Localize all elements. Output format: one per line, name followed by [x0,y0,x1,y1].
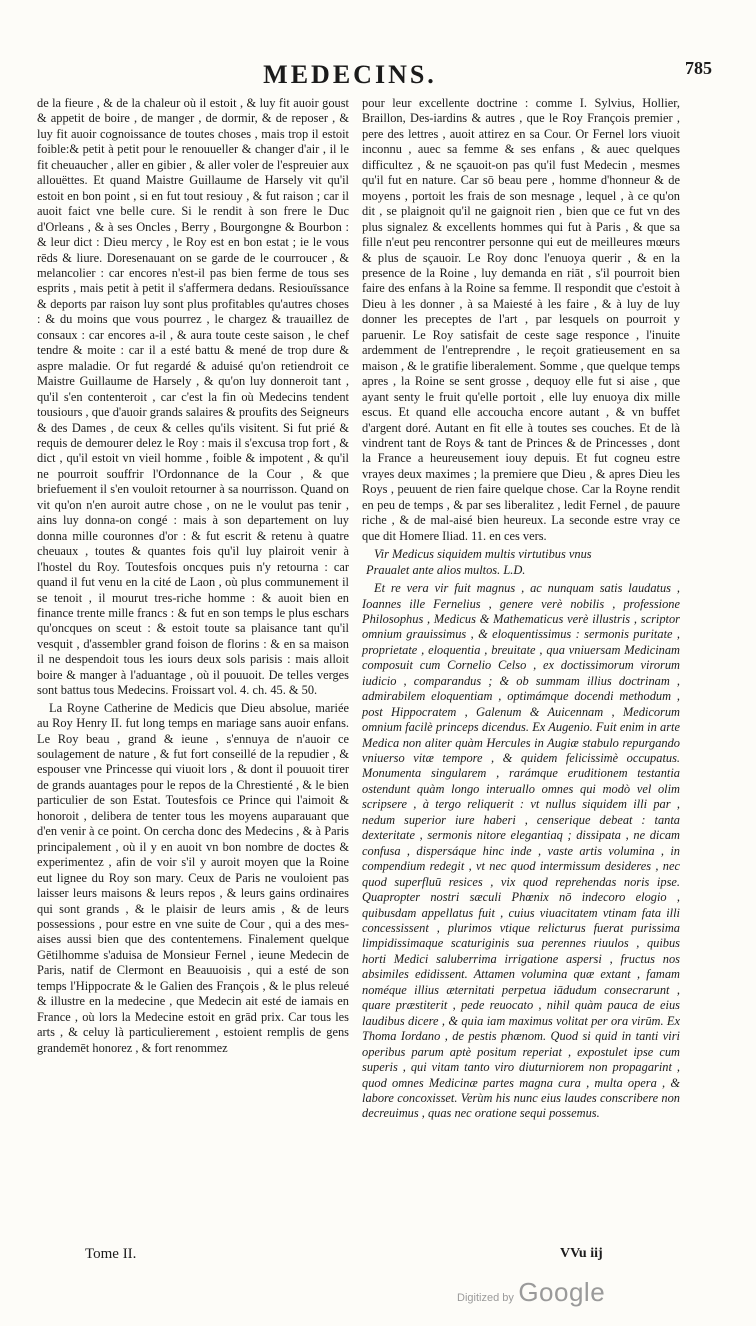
watermark-brand: Google [518,1277,606,1307]
footer-tome: Tome II. [85,1246,137,1262]
signature-mark: VVu iij [560,1246,603,1261]
right-paragraph-1: pour leur excellente doctrine : comme I. Sylvius, Hollier, Braillon, Des-iardins & autres , que le Roy François premier , pere des lettres , auoit attirez en sa Cour. Or Fernel lors viuoit inconnu , auec sa femme & ses enfans , & auec quelques difficultez , & ne sçauoit-on pas qu'il fust Medecin , mesmes qu'il fut en nature. Car sō beau pere , homme d'honneur & de moyens , portoit les frais de son mesnage , lequel , à ce qu'on dit , se plaignoit qu'il ne gaignoit rien , bien que ce fut vn des plus signalez & excellents hommes qui fut à Paris , & que sa fille n'eut peu rencontrer personne qui eut de meilleures mœurs & plus de sçauoir. Le Roy donc l'enuoya querir , & en la presence de la Roine , luy demanda en riāt , s'il pourroit bien faire des enfans à la Roine sa femme. Il respondit que c'estoit à Dieu à les donner , à sa Maiesté à les faire , & à luy de luy donner les preceptes de l'art , par lesquels on pourroit y paruenir. Le Roy satisfait de ceste sage responce , l'inuite ardemment de l'entreprendre , le reçoit gratieusement en sa maison , & le gratifie liberalement. Somme , que quelque temps apres , la Roine se sent grosse , dequoy elle fut si aise , que ayant senty le fruit qu'elle portoit , elle luy enuoya dix mille escus. Et quand elle accoucha encore autant , & vn buffet d'argent doré. Autant en fit elle à toutes ses couches. Et de là vindrent tant de Roys & tant de Princes & de Princesses , dont la France a heureusement iouy depuis. Et fut cogneu estre vrayes deux maximes ; la premiere que Dieu , & apres Dieu les Roys , peuuent de rien faire quelque chose. Car la Royne rendit en peu de temps , & par ses liberalitez , ledit Fernel , de pauure riche , & de mal-aisé bien heureux. La seconde estre vray ce que dit Homere Iliad. 11. en ces vers. [362,96,680,543]
verse-line-2: Praualet ante alios multos. L.D. [366,562,526,577]
left-paragraph-1: de la fieure , & de la chaleur où il estoit , & luy fit auoir goust & appetit de boire , de manger , de dormir, & de reposer , & luy fit auoir cognoissance de toutes choses , mais trop il estoit foible:& petit à petit pour le renouueller & changer d'air , il le fit cheuaucher , aller en gibier , & aller voler de l'espreuier aux allouëttes. Et quand Maistre Guillaume de Harsely vit qu'il estoit en bon point , si en fut tout resiouy , & fut raison ; car il auoit faict vne belle cure. Si le rendit à son frere le Duc d'Orleans , & à ses Oncles , Berry , Bourgongne & Bourbon : & leur dict : Dieu mercy , le Roy est en bon estat ; ie le vous rēds & liure. Doresenauant on se garde de le courroucer , & melancolier : car encores n'est-il pas bien ferme de tous ses esprits , mais petit à petit il s'affermera dedans. Resiouïssance & deports par raison luy sont plus profitables qu'autres choses : & du moins que vous pourrez , le chargez & trauaillez de consaux : car encores a-il , & aura toute ceste saison , le chef tendre & moite : car il a esté battu & mené de trop dure & aspre maladie. Or fut regardé & aduisé qu'on retiendroit ce Maistre Guillaume de Harsely , & qu'on luy donneroit tant , qu'il s'en contenteroit , car c'est la fin où Medecins tendent tousiours , que d'auoir grands salaires & proufits des Seigneurs & des Dames , de ceux & celles qu'ils visitent. Si fut prié & requis de demourer delez le Roy : mais il s'excusa trop fort , & dict , qu'il estoit vn vieil homme , foible & impotent , & qu'il ne pourroit souffrir l'Ordonnance de la Cour , & que briefuement il s'en vouloit retourner à sa nourrisson. Quand on vit qu'on n'en auroit autre chose , on ne le voulut pas tenir , ains luy donna-on congé : mais à son departement on luy donna mille couronnes d'or : & fut escrit & retenu à quatre cheuaux , toutes & quantes fois qu'il luy plairoit venir à l'hostel du Roy. Toutesfois oncques puis n'y retourna : car quand il fut venu en la cité de Laon , où plus communement il se tenoit , il mourut tres-riche homme : & auoit bien en finance trente mille francs : & fut en son temps le plus eschars qu'oncques on sceut : & estoit toute sa plaisance tant qu'il vesquit , d'assembler grand foison de florins : & en sa maison il ne despendoit tous les iours deux sols parisis : mais alloit boire & manger à l'aduantage , où il pouuoit. De telles verges sont battus tous Medecins. Froissart vol. 4. ch. 45. & 50. [37,96,349,698]
running-title: MEDECINS. [263,60,437,89]
latin-paragraph: Et re vera vir fuit magnus , ac nunquam satis laudatus , Ioannes ille Fernelius , genere verè nobilis , professione Philosophus , Medicus & Mathematicus verè illustris , scriptor omnium grauissimus , & eloquentissimus : sermonis puritate , proprietate , eloquentia , breuitate , qua vniuersam Medicinam composuit cum Cornelio Celso , ex doctissimorum virorum iudicio , comparandus ; & ob summam illius doctrinam , admirabilem eloquentiam , optimámque docendi methodum , post Hippocratem , Galenum & Auicennam , Medicorum omnium facilè princeps dicendus. Ex Augenio. Fuit enim in arte Medica non aliter quàm Hercules in Augiæ stabulo repurgando vniuerso vitæ tempore , & quidem felicissimè occupatus. Monumenta singularem , rarámque eruditionem testantia ostendunt quàm longo interuallo omnes qui modò vel olim scripsere , à tergo reliquerit : vt nullus siquidem illi par , nedum superior iure haberi , censerique debeat : tanta dexteritate , sermonis nitore elegantiaq ; dissipata , ne dicam confusa , dispersáque hinc inde , vaste artis volumina , in compendium redegit , vt nec quod intermissum desideres , nec quod superfluū resices , vix quod reprehendas noris ipse. Quapropter nostri sæculi Phœnix nō indecoro elogio , quibusdam appellatus fuit , cuius viuacitatem vtinam fata illi concessissent , plurimos vtique relicturus fuerat purissima limpidissimaque scaturiginis sua perennes riuulos , quibus horti Medici saluberrima irrigatione aspersi , fructus nos absimiles edidissent. Attamen volumina quæ extant , famam noméque illius æternitati perpetua iādudum consecrarunt , quare præstiterit , pede reuocato , nihil quàm pauca de eius laudibus dicere , & quia iam maximus volitat per ora virūm. Ex Thoma Iordano , de pestis phænom. Quod si quid in tanti viri operibus parum aptè positum reperiat , expostulet ipse cum superis , qui vitam tanto viro diuturniorem non propagarint , quod omnes Medicinæ partes magna cura , multa opera , & labore concoxisset. Verùm his nunc eius laudes conscribere non decreuimus , quas nec oratione sequi possemus. [362,581,680,1121]
left-paragraph-2: La Royne Catherine de Medicis que Dieu absolue, mariée au Roy Henry II. fut long temps en mariage sans auoir enfans. Le Roy beau , grand & ieune , s'ennuya de n'auoir ce soulagement de nature , & fut fort conseillé de la repudier , & espouser vne Princesse qui viuoit lors , & dont il pouuoit tirer de grands auantages pour le repos de la Chrestienté , & le bien particulier de son Estat. Toutesfois ce Prince qui l'aimoit & honoroit , delibera de tenter tous les moyens auparauant que d'en venir à ce point. On cercha donc des Medecins , & à Paris principalement , où il y en auoit vn bon nombre de doctes & experimentez , afin de voir s'il y auroit moyen que la Roine eut lignee du Roy son mary. Ceux de Paris ne vouloient pas laisser leurs maisons & leurs repos , & leurs gains ordinaires qui sont grands , & le plaisir de leurs amis , & de leurs possessions , pour estre en vne suite de Cour , qui a des mes-aises aussi bien que des contentemens. Finalement quelque Gētilhomme s'aduisa de Monsieur Fernel , ieune Medecin de Paris, natif de Clermont en Beauuoisis , qui a esté de son temps l'Hippocrate & le Galien des François , & le plus releué & illustre en la medecine , que Medecin ait esté de iamais en France , où lors la Medecine estoit en grād prix. Car tous les arts , & celuy là particulierement , estoient remplis de gens grandemēt honorez , & fort renommez [37,700,349,1055]
page-number: 785 [685,58,712,78]
left-column [37,96,349,1056]
right-column [362,96,680,1122]
digitized-watermark [457,1277,605,1308]
watermark-prefix: Digitized by [457,1292,514,1304]
verse-line-1: Vir Medicus siquidem multis virtutibus vnus [374,547,592,562]
